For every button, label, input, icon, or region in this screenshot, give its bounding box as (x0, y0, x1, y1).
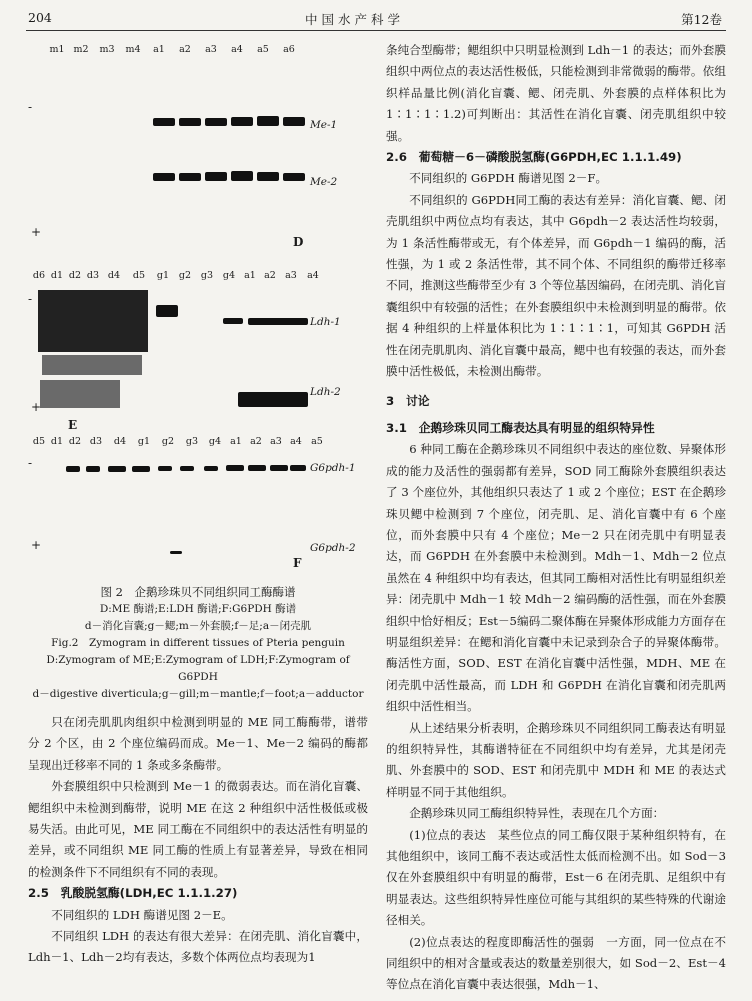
smear (40, 380, 120, 408)
band (205, 118, 227, 126)
band (153, 173, 175, 181)
gel-label-ldh2: Ldh-2 (310, 386, 341, 398)
paragraph: 外套膜组织中只检测到 Me－1 的微弱表达。而在消化盲囊、鳃组织中未检测到酶带，说明 ME 在这 2 种组织中活性极低或极易失活。由此可见，ME 同工酶在不同组织中的表达活性有明显的差异，或不同组织 ME 同工酶的性质上有显著差异，导致在相同的检测条件下不同组织有不同的表现。 (28, 779, 368, 879)
page-header (0, 8, 752, 30)
gel-panel-d (28, 38, 368, 253)
gel-label-g6pdh1: G6pdh-1 (310, 462, 356, 474)
plus-e: + (31, 400, 42, 414)
band (132, 466, 150, 472)
plus-f: + (31, 538, 42, 552)
minus-d: - (28, 100, 33, 114)
paragraph: 条纯合型酶带；鳃组织中只明显检测到 Ldh－1 的表达；而外套膜组织中两位点的表达活性极低，只能检测到非常微弱的酶带。依组织样品量比例(消化盲囊、鳃、闭壳肌、外套膜的点样体积比为 1∶1∶1∶1.2)可判断出：其活性在消化盲囊、闭壳肌组织中较强。 (386, 43, 726, 143)
gel-label-me2: Me-2 (310, 176, 338, 188)
lane-labels-d: m1 m2 m3 m4 a1 a2 a3 a4 a5 a6 (49, 44, 295, 55)
volume-label: 第12卷 (681, 12, 722, 27)
band (226, 465, 244, 471)
band (156, 305, 178, 317)
left-column-text (28, 712, 368, 969)
paragraph: 不同组织的 G6PDH同工酶的表达有差异：消化盲囊、鳃、闭壳肌组织中两位点均有表达，其中 G6pdh－2 表达活性均较弱，为 1 条活性酶带或无，有个体差异，而 G6pdh－1 编码的酶，活性强，为 1 或 2 条活性带，其不同个体、不同组织的酶带迁移率不同，推测这些酶带至少有 3 个等位基因编码，在闭壳肌、消化盲囊组织中有较强的活性；在外套膜组织中未检测到明显的酶带。依据 4 种组织的上样量体积比为 1∶1∶1∶1，可知其 G6PDH 活性在闭壳肌肌肉、消化盲囊中最高，鳃中也有较强的表达，而外套膜中活性极低，未检测出酶带。 (386, 192, 726, 379)
figure-caption (28, 584, 368, 703)
caption-en-line: D:Zymogram of ME;E:Zymogram of LDH;F:Zymogram of G6PDH (46, 654, 350, 683)
caption-cn-line: d－消化盲囊;g－鳃;m－外套膜;f－足;a－闭壳肌 (84, 620, 312, 632)
caption-en-line: d－digestive diverticula;g－gill;m－mantle;f－foot;a－adductor (32, 688, 364, 700)
header-rule (26, 30, 726, 31)
lane-labels-e: d6 d1 d2 d3 d4 d5 g1 g2 g3 g4 a1 a2 a3 a4 (32, 270, 319, 281)
band (205, 172, 227, 181)
smear (38, 290, 148, 352)
gel-panel-e (28, 260, 368, 440)
minus-e: - (28, 292, 33, 306)
band (257, 172, 279, 181)
minus-f: - (28, 456, 33, 470)
gel-label-g6pdh2: G6pdh-2 (310, 542, 356, 554)
paragraph: 不同组织的 G6PDH 酶谱见图 2－F。 (409, 171, 608, 186)
band (270, 465, 288, 471)
band (283, 117, 305, 126)
paragraph: 6 种同工酶在企鹅珍珠贝不同组织中表达的座位数、异聚体形成的能力及活性的强弱都有差异，SOD 同工酶除外套膜组织表达了 3 个座位外，其他组织只表达了 1 或 2 个座位；EST 在企鹅珍珠贝鳃中检测到 7 个座位，闭壳肌、足、消化盲囊中有 6 个座位，而外套膜中只有 4 个座位；Me－2 只在闭壳肌中有明显表达，而 G6PDH 在外套膜中未检测到。Mdh－1、Mdh－2 位点虽然在 4 种组织中均有表达，但其同工酶相对活性比有明显组织差异：闭壳肌中 Mdh－1 较 Mdh－2 编码酶的活性强，而在外套膜组织中恰好相反；Est－5编码二聚体酶在异聚体形成能力方面存在明显组织差异：在鳃和消化盲囊中未记录到杂合子的异聚体酶带。酶活性方面，SOD、EST 在消化盲囊中活性强，MDH、ME 在闭壳肌中活性最高，而 LDH 和 G6PDH 在消化盲囊和闭壳肌两组织中活性相当。 (386, 442, 726, 714)
smear (42, 355, 142, 375)
right-column-text (386, 40, 726, 996)
band (179, 118, 201, 126)
band (290, 465, 306, 471)
band (180, 466, 194, 471)
page-number: 204 (28, 10, 52, 25)
band (257, 116, 279, 126)
paragraph: 只在闭壳肌肌肉组织中检测到明显的 ME 同工酶酶带，谱带分 2 个区，由 2 个座位编码而成。Me－1、Me－2 编码的酶都呈现出迁移率不同的 1 条或多条酶带。 (28, 715, 368, 772)
band (86, 466, 100, 472)
band (223, 318, 243, 324)
paragraph: 不同组织的 LDH 酶谱见图 2－E。 (51, 907, 233, 922)
band (66, 466, 80, 472)
band (153, 118, 175, 126)
caption-cn-line: D:ME 酶谱;E:LDH 酶谱;F:G6PDH 酶谱 (99, 603, 297, 615)
band (179, 173, 201, 181)
lane-labels-f: d5 d1 d2 d3 d4 g1 g2 g3 g4 a1 a2 a3 a4 a5 (32, 436, 323, 447)
caption-en-title: Fig.2 Zymogram in different tissues of Pteria penguin (51, 637, 345, 649)
section-heading-2-6: 2.6 葡萄糖－6－磷酸脱氢酶(G6PDH,EC 1.1.1.49) (386, 150, 682, 165)
plus-d: + (31, 225, 42, 239)
band (231, 171, 253, 181)
band (108, 466, 126, 472)
section-heading-3: 3 讨论 (386, 393, 430, 408)
band (248, 318, 308, 325)
paragraph: 企鹅珍珠贝同工酶组织特异性，表现在几个方面： (409, 806, 665, 821)
panel-label-d: D (293, 235, 304, 249)
paragraph: (2)位点表达的程度即酶活性的强弱 一方面，同一位点在不同组织中的相对含量或表达的数量差别很大，如 Sod－2、Est－4 等位点在消化盲囊中表达很强，Mdh－1、 (386, 934, 726, 992)
paragraph: 从上述结果分析表明，企鹅珍珠贝不同组织同工酶表达有明显的组织特异性，其酶谱特征在不同组织中均有差异，尤其是闭壳肌、外套膜中的 SOD、EST 和闭壳肌中 MDH 和 ME 的表达式样明显不同于其他组织。 (386, 720, 726, 799)
section-heading-2-5: 2.5 乳酸脱氢酶(LDH,EC 1.1.1.27) (28, 886, 238, 901)
journal-title: 中国水产科学 (305, 12, 405, 27)
panel-label-f: F (293, 556, 302, 570)
figure-2 (28, 38, 368, 578)
band (231, 117, 253, 126)
band (204, 466, 218, 471)
panel-label-e: E (68, 418, 78, 432)
gel-panel-f (28, 436, 368, 576)
caption-cn-title: 图 2 企鹅珍珠贝不同组织同工酶酶谱 (100, 585, 296, 599)
band (283, 173, 305, 181)
band (248, 465, 266, 471)
band (238, 392, 308, 407)
section-heading-3-1: 3.1 企鹅珍珠贝同工酶表达具有明显的组织特异性 (386, 420, 655, 435)
paragraph: (1)位点的表达 某些位点的同工酶仅限于某种组织特有，在其他组织中，该同工酶不表达或活性太低而检测不出。如 Sod－3 仅在外套膜组织中有明显的酶带，Est－6 在闭壳肌、足组织中有明显表达。这些组织特异性座位可能与其组织的某些特殊的代谢途径相关。 (386, 827, 726, 928)
gel-label-me1: Me-1 (310, 119, 338, 131)
band (170, 551, 182, 554)
gel-label-ldh1: Ldh-1 (310, 316, 341, 328)
band (158, 466, 172, 471)
paragraph: 不同组织 LDH 的表达有很大差异：在闭壳肌、消化盲囊中，Ldh－1、Ldh－2均有表达，多数个体两位点均表现为1 (28, 929, 368, 965)
